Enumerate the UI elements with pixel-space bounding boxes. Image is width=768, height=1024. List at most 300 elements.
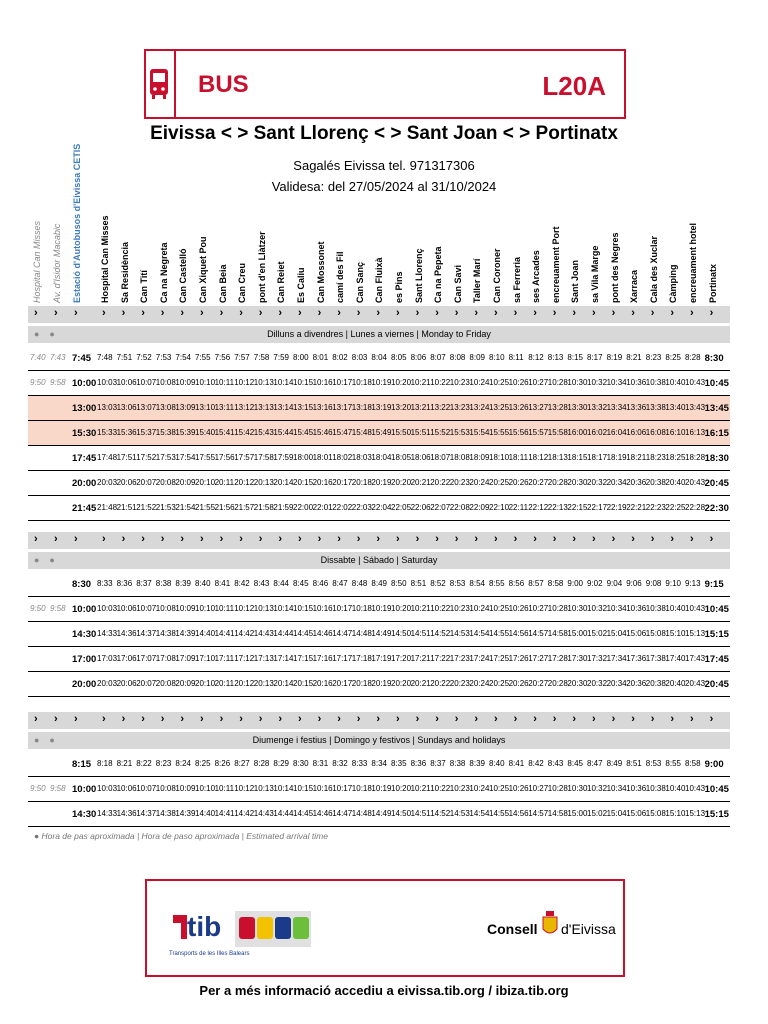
arrow-icon: › [650,533,655,545]
time-cell: 20:11 [214,478,235,487]
time-cell: 15:54 [469,428,490,437]
time-cell: 8:58 [547,579,564,588]
arrow-icon: › [454,307,459,319]
time-cell: 13:28 [547,403,568,412]
time-cell: 17:45 [704,654,729,665]
time-cell: 20:11 [214,679,235,688]
time-cell: 17:51 [116,453,137,462]
time-cell: 17:24 [469,654,490,663]
time-cell: 17:21 [410,654,431,663]
time-cell: 10:10 [195,604,216,613]
time-cell: 8:07 [430,353,446,362]
trip-row [28,572,730,597]
time-cell: 10:20 [391,604,412,613]
time-cell: 10:19 [371,784,392,793]
time-cell: 10:45 [704,378,729,389]
arrow-icon: › [278,307,283,319]
time-cell: 22:01 [312,503,333,512]
trip-row [28,471,730,496]
time-cell: 8:26 [214,759,231,768]
time-cell: 9:04 [606,579,623,588]
arrow-icon: › [709,533,714,545]
arrow-icon: › [356,533,361,545]
time-cell: 17:09 [175,654,196,663]
arrow-icon: › [396,307,400,319]
time-cell: 15:00 [567,629,588,638]
time-cell: 10:24 [469,378,490,387]
trip-row [28,421,730,446]
time-cell: 20:26 [508,478,529,487]
time-cell: 21:51 [116,503,137,512]
time-cell: 15:10 [665,629,686,638]
optional-stop-marker: ●● [34,555,65,565]
time-cell: 18:17 [587,453,608,462]
tib-name: tib [187,911,222,942]
time-cell: 8:38 [449,759,466,768]
time-cell: 20:23 [449,679,470,688]
time-cell: 21:54 [175,503,196,512]
arrow-icon: › [258,307,263,319]
time-cell: 8:28 [253,759,270,768]
time-cell: 8:19 [606,353,623,362]
arrow-icon: › [160,713,165,725]
time-cell: 8:18 [97,759,113,768]
arrow-icon: › [298,533,302,545]
time-cell: 18:00 [293,453,314,462]
arrow-icon: › [141,307,145,319]
time-cell: 15:00 [567,809,588,818]
time-cell: 20:18 [351,679,372,688]
time-cell: 13:24 [469,403,490,412]
stop-header: Av. d'Isidor Macabic [52,223,62,303]
time-cell: 18:09 [469,453,490,462]
time-cell: 10:08 [155,784,176,793]
time-cell: 20:30 [567,679,588,688]
stop-header: Can Tití [139,270,150,303]
day-type-label: Diumenge i festius | Domingo y festivos | Sundays and holidays [252,735,506,745]
footnote-text: Hora de pas aproximada | Hora de paso aproximada | Estimated arrival time [41,831,328,841]
time-cell: 15:06 [626,629,647,638]
time-cell: 10:13 [253,378,274,387]
time-cell: 8:28 [685,353,701,362]
time-cell: 10:21 [410,604,431,613]
time-cell: 20:06 [116,478,137,487]
time-cell: 8:25 [195,759,211,768]
time-cell: 8:04 [371,353,387,362]
time-cell: 8:00 [293,353,309,362]
time-cell: 20:08 [155,679,176,688]
time-cell: 16:06 [626,428,647,437]
stop-header: encreuament Port [550,226,561,303]
time-cell: 10:43 [685,378,706,387]
stop-header: Xarraca [629,269,640,303]
time-cell: 10:25 [489,604,510,613]
arrow-icon: › [611,533,616,545]
arrow-icon: › [709,713,714,725]
time-cell: 13:32 [587,403,608,412]
operator-info: Sagalés Eivissa tel. 971317306 [293,158,475,173]
time-cell: 10:17 [332,378,353,387]
time-cell: 10:45 [704,784,729,795]
arrow-icon: › [533,533,537,545]
time-cell: 14:42 [234,809,255,818]
time-cell: 10:40 [665,604,686,613]
time-cell: 10:45 [704,604,729,615]
arrow-icon: › [474,713,479,725]
time-cell: 13:10 [195,403,216,412]
arrow-icon: › [200,307,204,319]
time-cell: 8:30 [293,759,309,768]
time-cell: 17:22 [430,654,451,663]
time-cell: 10:25 [489,378,510,387]
time-cell: 18:04 [371,453,392,462]
arrow-icon: › [690,713,694,725]
optional-stop-marker: ●● [34,735,65,745]
time-cell: 7:55 [195,353,211,362]
time-cell: 10:36 [626,378,647,387]
time-cell: 13:06 [116,403,137,412]
time-cell: 20:20 [391,478,412,487]
optional-time-cell: 9:58 [50,604,66,613]
time-cell: 18:28 [685,453,706,462]
trip-row [28,371,730,396]
time-cell: 17:45 [72,453,97,464]
time-cell: 13:20 [391,403,412,412]
arrow-icon: › [160,533,165,545]
time-cell: 8:49 [371,579,387,588]
time-cell: 14:55 [489,629,510,638]
time-cell: 20:17 [332,679,353,688]
time-cell: 14:48 [351,809,372,818]
time-cell: 14:48 [351,629,372,638]
time-cell: 10:12 [234,378,255,387]
time-cell: 8:30 [704,353,724,364]
time-cell: 10:22 [430,378,451,387]
time-cell: 8:21 [626,353,642,362]
time-cell: 13:16 [312,403,333,412]
stop-header: Can Sanç [354,261,365,303]
time-cell: 10:03 [97,604,118,613]
time-cell: 20:22 [430,478,451,487]
time-cell: 13:43 [685,403,706,412]
time-cell: 10:18 [351,604,372,613]
time-cell: 10:14 [273,784,294,793]
time-cell: 17:03 [97,654,118,663]
time-cell: 20:34 [606,478,627,487]
time-cell: 8:37 [136,579,152,588]
time-cell: 10:06 [116,378,137,387]
time-cell: 8:36 [116,579,133,588]
arrow-icon: › [592,713,596,725]
time-cell: 15:57 [528,428,549,437]
time-cell: 15:37 [136,428,157,437]
stop-header: Ca na Pepeta [433,246,444,303]
time-cell: 10:43 [685,604,706,613]
time-cell: 14:49 [371,629,392,638]
time-cell: 14:52 [430,809,451,818]
time-cell: 20:28 [547,679,568,688]
time-cell: 8:15 [567,353,583,362]
arrow-icon: › [631,307,635,319]
time-cell: 20:38 [645,679,666,688]
stop-header: Can Castelló [178,248,189,303]
time-cell: 15:42 [234,428,255,437]
time-cell: 14:46 [312,629,333,638]
time-cell: 10:16 [312,378,333,387]
time-cell: 8:47 [332,579,348,588]
arrow-icon: › [102,307,106,319]
time-cell: 8:27 [234,759,250,768]
time-cell: 13:18 [351,403,372,412]
time-cell: 7:59 [273,353,289,362]
arrow-icon: › [121,533,126,545]
time-cell: 21:58 [253,503,274,512]
arrow-icon: › [180,713,185,725]
time-cell: 8:05 [391,353,407,362]
time-cell: 10:34 [606,378,627,387]
time-cell: 10:27 [528,784,549,793]
more-info-link[interactable]: Per a més informació accediu a eivissa.tib.org / ibiza.tib.org [199,983,569,998]
day-type-bar [28,326,730,343]
time-cell: 20:13 [253,478,274,487]
time-cell: 14:50 [391,809,412,818]
time-cell: 20:36 [626,679,647,688]
time-cell: 10:11 [214,784,235,793]
time-cell: 8:57 [528,579,544,588]
bus-mode-icon [239,917,255,939]
bike-mode-icon [293,917,309,939]
time-cell: 13:07 [136,403,157,412]
time-cell: 13:00 [72,403,97,414]
stop-header: pont d'en Llàtzer [256,231,267,303]
validity-dates: Validesa: del 27/05/2024 al 31/10/2024 [271,179,497,194]
arrow-icon: › [121,307,126,319]
arrow-icon: › [239,307,243,319]
time-cell: 15:40 [195,428,216,437]
stop-header: Es Caliu [296,267,306,303]
arrow-icon: › [219,307,224,319]
time-cell: 20:21 [410,679,431,688]
time-cell: 14:56 [508,629,529,638]
time-cell: 20:40 [665,679,686,688]
time-cell: 22:08 [449,503,470,512]
time-cell: 22:05 [391,503,412,512]
time-cell: 10:23 [449,784,470,793]
time-cell: 10:09 [175,604,196,613]
time-cell: 7:52 [136,353,152,362]
arrow-icon: › [102,533,106,545]
time-cell: 20:34 [606,679,627,688]
time-cell: 8:01 [312,353,329,362]
arrow-icon: › [415,533,420,545]
arrow-icon: › [513,713,518,725]
time-cell: 20:20 [391,679,412,688]
time-cell: 14:44 [273,809,294,818]
stop-header: Ca na Negreta [158,242,169,303]
time-cell: 14:54 [469,809,490,818]
time-cell: 13:11 [214,403,235,412]
time-cell: 10:26 [508,604,529,613]
time-cell: 13:21 [410,403,431,412]
time-cell: 14:58 [547,629,568,638]
stop-header: encreuament hotel [688,222,698,303]
time-cell: 15:58 [547,428,568,437]
arrow-icon: › [631,533,635,545]
time-cell: 15:08 [645,629,666,638]
time-cell: 20:24 [469,478,490,487]
arrow-icon: › [690,307,694,319]
time-cell: 20:13 [253,679,274,688]
time-cell: 17:26 [508,654,529,663]
time-cell: 17:12 [234,654,255,663]
direction-arrow-row [28,712,730,729]
time-cell: 14:37 [136,809,157,818]
time-cell: 20:43 [685,679,706,688]
time-cell: 18:15 [567,453,588,462]
time-cell: 15:02 [587,629,608,638]
time-cell: 17:10 [195,654,216,663]
time-cell: 10:22 [430,784,451,793]
time-cell: 20:07 [136,478,157,487]
tib-subtitle: Transports de les Illes Balears [169,951,250,957]
arrow-icon: › [219,713,224,725]
time-cell: 10:32 [587,604,608,613]
arrow-icon: › [592,307,596,319]
time-cell: 8:23 [645,353,662,362]
arrow-icon: › [54,533,58,545]
time-cell: 17:17 [332,654,353,663]
optional-time-cell: 9:58 [50,784,66,793]
time-cell: 10:22 [430,604,451,613]
time-cell: 18:01 [312,453,333,462]
trip-row [28,396,730,421]
time-cell: 13:45 [704,403,729,414]
time-cell: 10:27 [528,378,549,387]
time-cell: 10:15 [293,784,314,793]
time-cell: 18:06 [410,453,431,462]
trip-row [28,346,730,371]
time-cell: 17:38 [645,654,666,663]
time-cell: 10:10 [195,378,216,387]
time-cell: 13:17 [332,403,353,412]
time-cell: 20:27 [528,679,549,688]
time-cell: 10:18 [351,784,372,793]
stop-header: Hospital Can Misses [32,220,42,303]
time-cell: 10:24 [469,604,490,613]
arrow-icon: › [219,533,224,545]
time-cell: 22:21 [626,503,647,512]
arrow-icon: › [180,533,185,545]
time-cell: 18:11 [508,453,529,462]
arrow-icon: › [298,307,302,319]
arrow-icon: › [670,307,675,319]
time-cell: 20:45 [704,478,729,489]
time-cell: 8:37 [430,759,446,768]
time-cell: 14:45 [293,629,314,638]
time-cell: 20:23 [449,478,470,487]
time-cell: 10:36 [626,604,647,613]
time-cell: 17:56 [214,453,235,462]
direction-arrow-row [28,306,730,323]
arrow-icon: › [317,307,322,319]
time-cell: 14:54 [469,629,490,638]
arrow-icon: › [376,307,381,319]
arrow-icon: › [396,713,400,725]
arrow-icon: › [141,533,145,545]
time-cell: 20:24 [469,679,490,688]
arrow-icon: › [435,533,439,545]
time-cell: 8:11 [508,353,524,362]
stop-header: Estació d'Autobusos d'Eivissa CETIS [72,143,82,303]
time-cell: 14:44 [273,629,294,638]
trip-row [28,672,730,697]
time-cell: 10:08 [155,378,176,387]
arrow-icon: › [258,713,263,725]
time-cell: 8:17 [587,353,603,362]
time-cell: 18:19 [606,453,627,462]
time-cell: 14:51 [410,809,431,818]
time-cell: 22:25 [665,503,686,512]
time-cell: 10:38 [645,604,666,613]
time-cell: 22:23 [645,503,666,512]
time-cell: 10:03 [97,784,118,793]
time-cell: 10:07 [136,784,157,793]
time-cell: 15:56 [508,428,529,437]
time-cell: 20:26 [508,679,529,688]
time-cell: 8:55 [665,759,681,768]
time-cell: 14:51 [410,629,431,638]
stop-header: Taller Marí [472,258,483,303]
optional-stop-marker: ●● [34,329,65,339]
time-cell: 17:18 [351,654,372,663]
time-cell: 13:22 [430,403,451,412]
time-cell: 13:34 [606,403,627,412]
time-cell: 14:40 [195,809,216,818]
time-cell: 10:36 [626,784,647,793]
time-cell: 20:15 [293,478,314,487]
time-cell: 18:13 [547,453,568,462]
arrow-icon: › [239,713,243,725]
arrow-icon: › [74,307,78,319]
time-cell: 15:46 [312,428,333,437]
time-cell: 8:02 [332,353,348,362]
time-cell: 10:25 [489,784,510,793]
direction-arrow-row [28,532,730,549]
time-cell: 10:11 [214,378,235,387]
stop-header: es Pins [394,271,404,303]
stop-header: Can Beia [217,264,228,303]
arrow-icon: › [337,307,341,319]
time-cell: 8:03 [351,353,368,362]
arrow-icon: › [34,533,38,545]
arrow-icon: › [690,533,694,545]
time-cell: 14:42 [234,629,255,638]
time-cell: 20:12 [234,478,255,487]
time-cell: 14:37 [136,629,157,638]
time-cell: 8:55 [489,579,505,588]
time-cell: 17:27 [528,654,549,663]
time-cell: 8:38 [155,579,172,588]
time-cell: 13:30 [567,403,588,412]
time-cell: 8:06 [410,353,427,362]
time-cell: 15:53 [449,428,470,437]
time-cell: 22:15 [567,503,588,512]
time-cell: 10:16 [312,784,333,793]
header-box [144,49,626,119]
time-cell: 17:36 [626,654,647,663]
time-cell: 8:41 [508,759,525,768]
time-cell: 13:14 [273,403,294,412]
